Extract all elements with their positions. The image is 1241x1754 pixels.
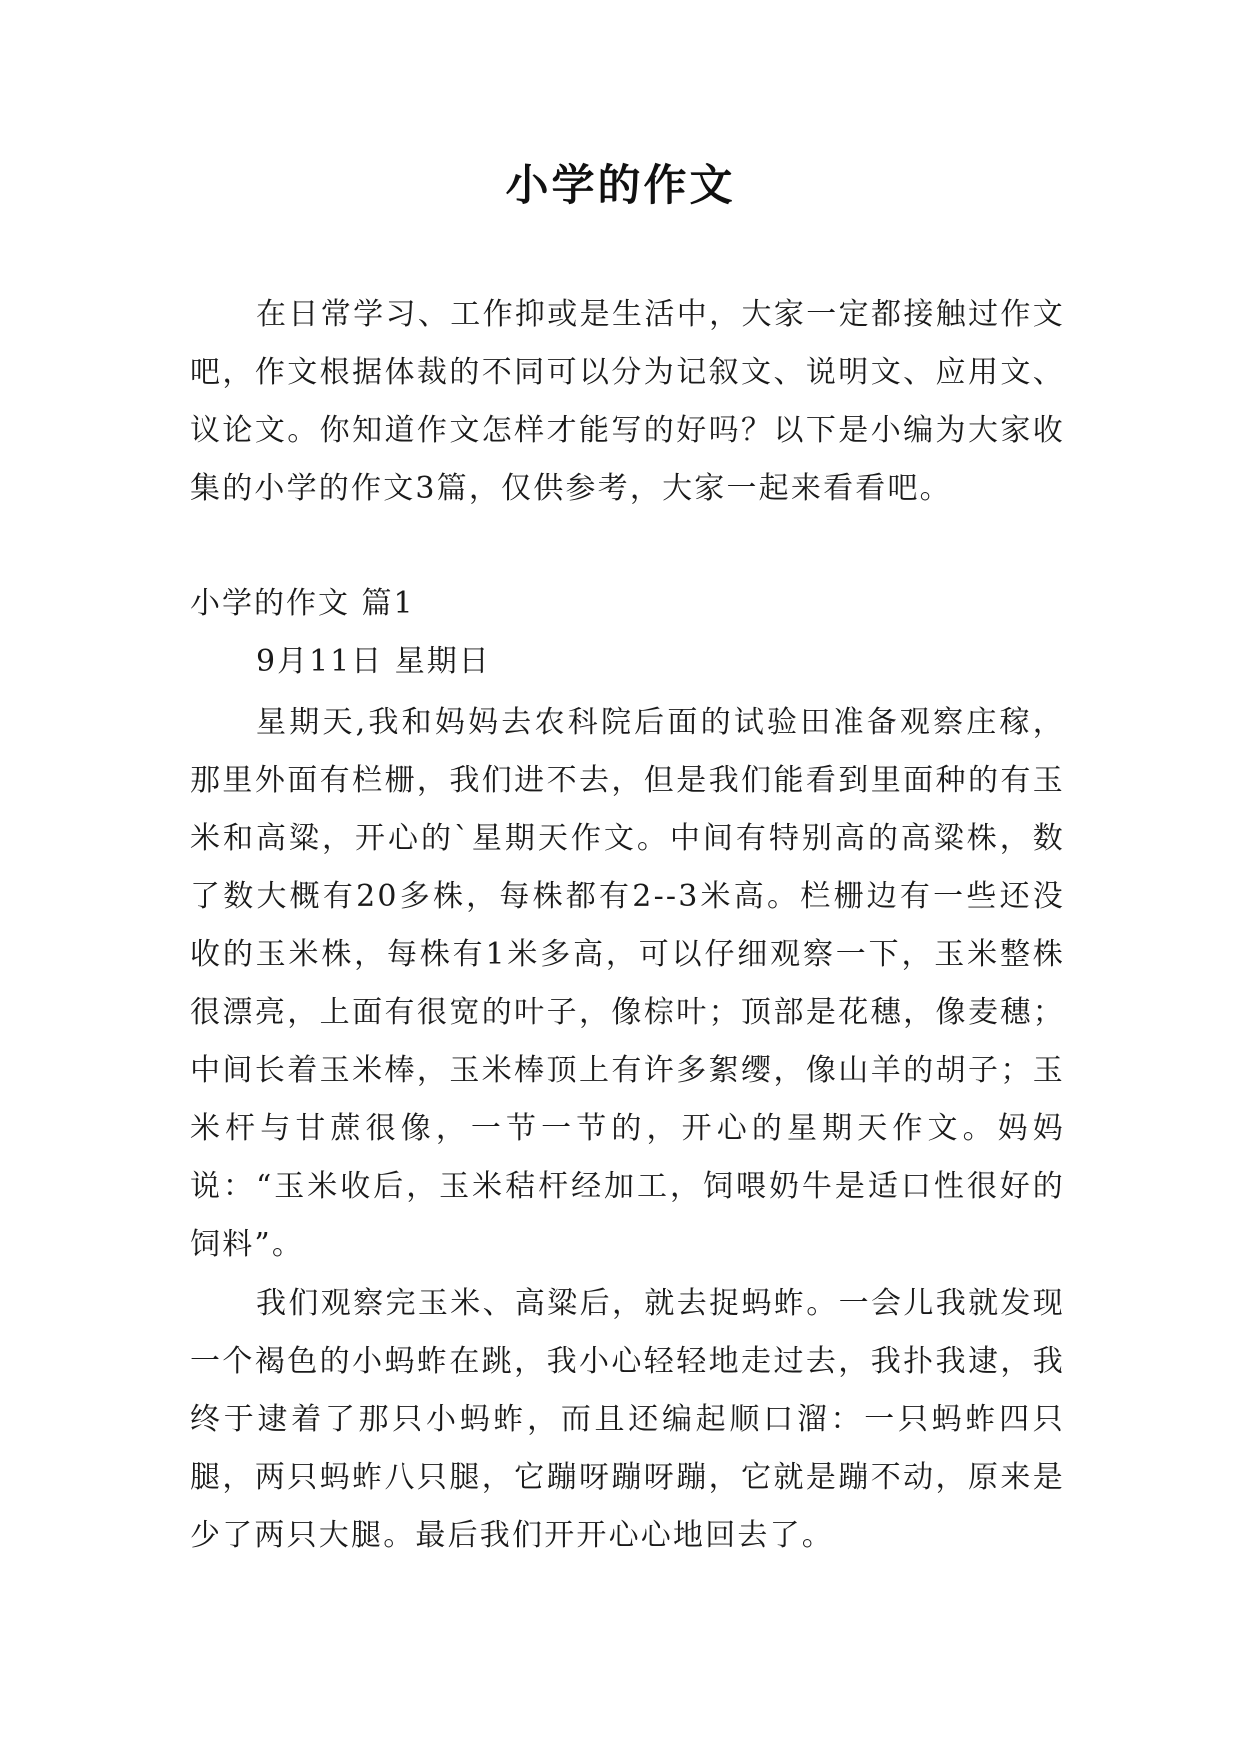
intro-paragraph: 在日常学习、工作抑或是生活中，大家一定都接触过作文吧，作文根据体裁的不同可以分为记叙文、说明文、应用文、议论文。你知道作文怎样才能写的好吗？以下是小编为大家收集的小学的作文3篇，仅供参考，大家一起来看看吧。 xyxy=(190,297,1065,506)
body-paragraph: 我们观察完玉米、高粱后，就去捉蚂蚱。一会儿我就发现一个褐色的小蚂蚱在跳，我小心轻轻地走过去，我扑我逮，我终于逮着了那只小蚂蚱，而且还编起顺口溜：一只蚂蚱四只腿，两只蚂蚱八只腿，它蹦呀蹦呀蹦，它就是蹦不动，原来是少了两只大腿。最后我们开开心心地回去了。 xyxy=(190,1286,1065,1553)
page-title: 小学的作文 xyxy=(505,161,736,211)
body-paragraph: 星期天,我和妈妈去农科院后面的试验田准备观察庄稼，那里外面有栏栅，我们进不去，但是我们能看到里面种的有玉米和高粱，开心的`星期天作文。中间有特别高的高粱株，数了数大概有20多株，每株都有2--3米高。栏栅边有一些还没收的玉米株，每株有1米多高，可以仔细观察一下，玉米整株很漂亮，上面有很宽的叶子，像棕叶；顶部是花穗，像麦穗；中间长着玉米棒，玉米棒顶上有许多絮缨，像山羊的胡子；玉米杆与甘蔗很像，一节一节的，开心的星期天作文。妈妈说：“玉米收后，玉米秸杆经加工，饲喂奶牛是适口性很好的饲料”。 xyxy=(190,705,1065,1262)
section-heading: 小学的作文 篇1 xyxy=(190,586,415,621)
date-line: 9月11日 星期日 xyxy=(256,644,491,679)
